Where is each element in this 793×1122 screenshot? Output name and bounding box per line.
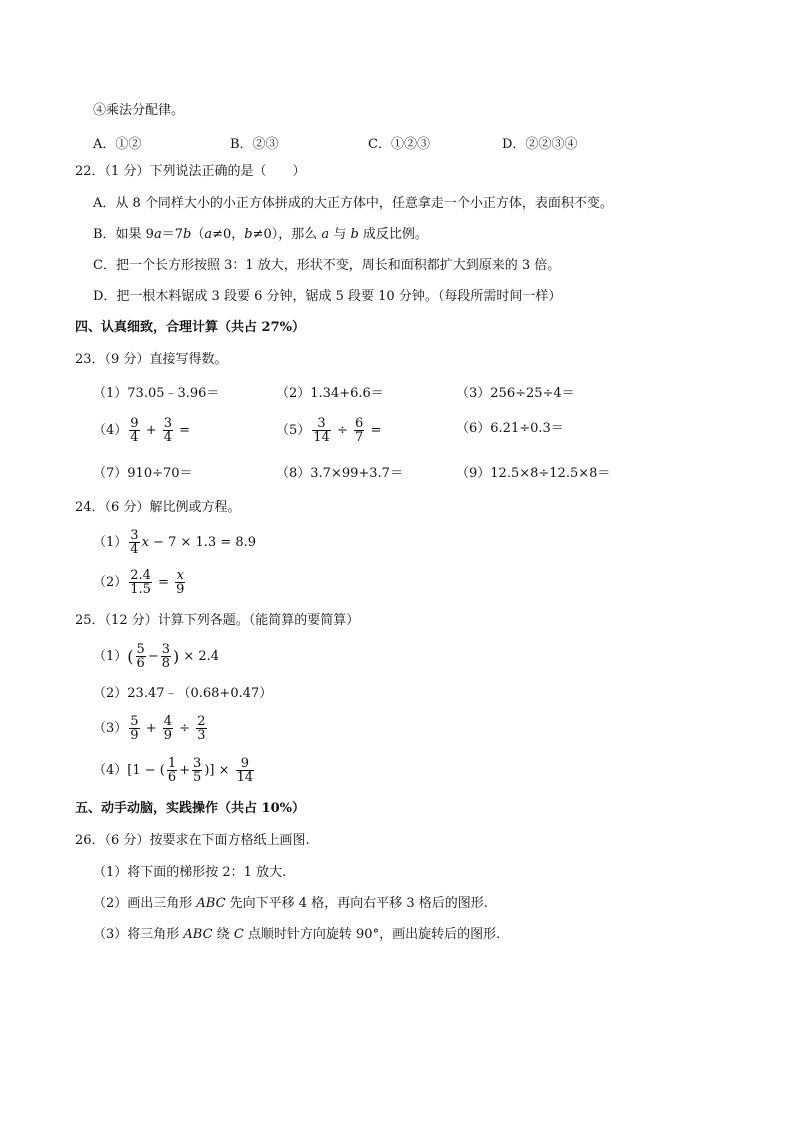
- q22-option-b: B．如果 9a＝7b（a≠0，b≠0），那么 a 与 b 成反比例。: [93, 227, 428, 242]
- question-22-heading: 22．（1 分）下列说法正确的是（ ）: [75, 164, 306, 179]
- q23-item-3: （3）256÷25÷4＝: [456, 386, 575, 401]
- choice-c: C．①②③: [368, 137, 430, 152]
- choice-a: A．①②: [93, 137, 142, 152]
- question-24-heading: 24．（6 分）解比例或方程。: [75, 500, 241, 515]
- q23-item-1: （1）73.05﹣3.96＝: [93, 386, 220, 401]
- question-26-heading: 26．（6 分）按要求在下面方格纸上画图.: [75, 833, 310, 848]
- section-4-heading: 四、认真细致，合理计算（共占 27%）: [75, 320, 305, 335]
- q23-item-6: （6）6.21÷0.3＝: [456, 421, 564, 436]
- q23-item-7: （7）910÷70＝: [93, 466, 193, 481]
- q23-item-2: （2）1.34+6.6＝: [276, 386, 384, 401]
- q22-option-c: C．把一个长方形按照 3：1 放大，形状不变，周长和面积都扩大到原来的 3 倍。: [93, 258, 561, 273]
- q26-item-3: （3）将三角形 ABC 绕 C 点顺时针方向旋转 90°，画出旋转后的图形.: [93, 927, 501, 942]
- question-25-heading: 25．（12 分）计算下列各题。（能简算的要简算）: [75, 613, 360, 628]
- q24-item-1: （1） $\frac{3}{4}$ x − 7 × 1.3 = 8.9: [93, 528, 256, 557]
- q22-option-a: A．从 8 个同样大小的小正方体拼成的大正方体中，任意拿走一个小正方体，表面积不变。: [93, 196, 613, 211]
- choice-b: B．②③: [230, 137, 279, 152]
- q23-item-9: （9）12.5×8÷12.5×8＝: [456, 466, 611, 481]
- q23-item-4: （4） $\frac{9}{4}$ + $\frac{3}{4}$ =: [93, 416, 191, 445]
- q23-item-5: （5） $\frac{3}{14}$ ÷ $\frac{6}{7}$ =: [276, 416, 382, 445]
- q25-item-3: （3） $\frac{5}{9}$ + $\frac{4}{9}$ ÷ $\frac{2}{3}$: [93, 714, 206, 743]
- option-item-4: ④乘法分配律。: [93, 103, 185, 118]
- q26-item-2: （2）画出三角形 ABC 先向下平移 4 格，再向右平移 3 格后的图形.: [93, 896, 488, 911]
- choice-d: D．②②③④: [502, 137, 578, 152]
- question-23-heading: 23．（9 分）直接写得数。: [75, 352, 228, 367]
- q26-item-1: （1）将下面的梯形按 2：1 放大.: [93, 865, 287, 880]
- q25-item-4: （4）[1 − ( $\frac{1}{6}$ + $\frac{3}{5}$ )] × $\frac{9}{14}$: [93, 756, 254, 785]
- q25-item-1: （1）( $\frac{5}{6}$ − $\frac{3}{8}$ ) × 2.4: [93, 642, 220, 671]
- q25-item-2: （2）23.47﹣（0.68+0.47）: [93, 686, 273, 701]
- q22-option-d: D．把一根木料锯成 3 段要 6 分钟，锯成 5 段要 10 分钟。（每段所需时间一样）: [93, 289, 562, 304]
- q24-item-2: （2） $\frac{2.4}{1.5}$ = $\frac{x}{9}$: [93, 568, 185, 597]
- section-5-heading: 五、动手动脑，实践操作（共占 10%）: [75, 801, 305, 816]
- q23-item-8: （8）3.7×99+3.7＝: [276, 466, 403, 481]
